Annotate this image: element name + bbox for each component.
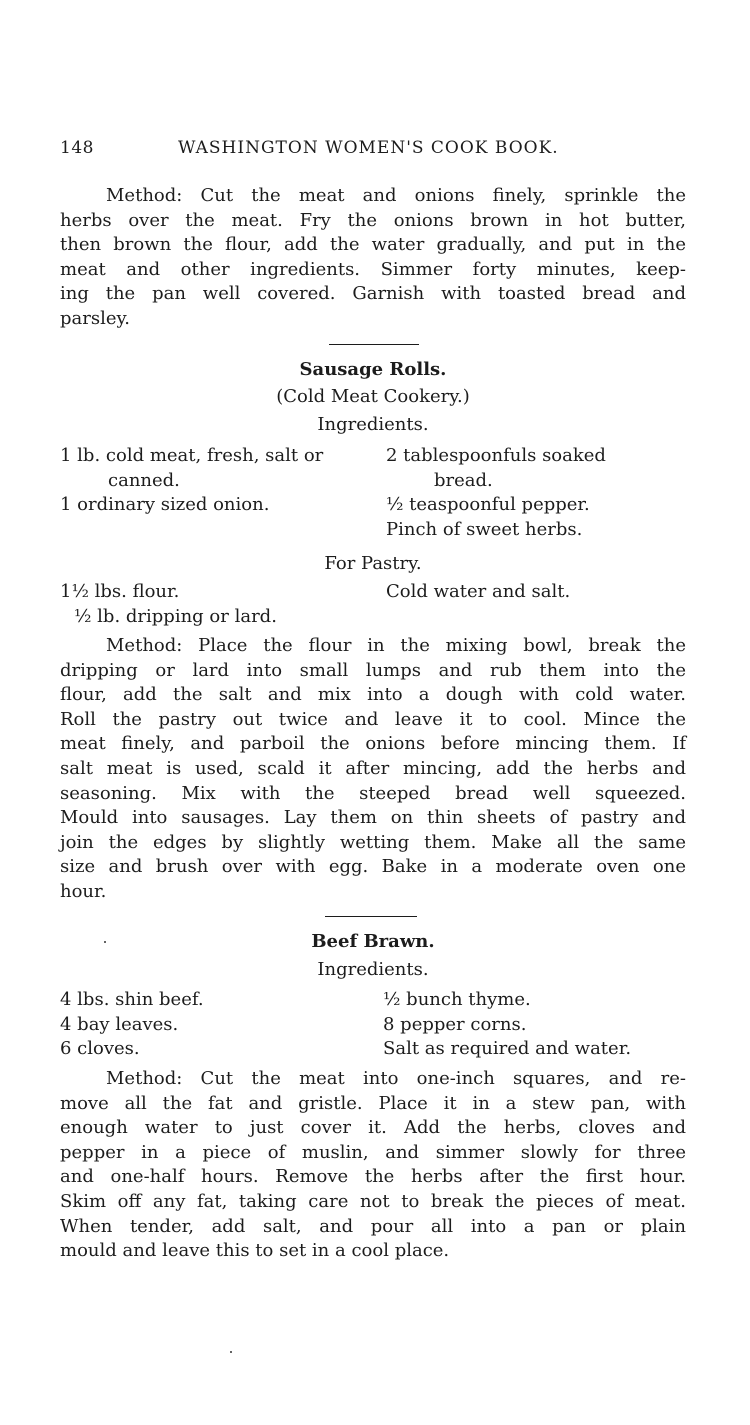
ingredients-left-column (60, 444, 323, 518)
text-line: Roll the pastry out twice and leave it to cool. Mince the (60, 708, 686, 730)
ingredient-item: ½ lb. dripping or lard. (74, 605, 277, 627)
text-line: salt meat is used, scald it after mincing, add the herbs and (60, 757, 686, 779)
ingredient-item: ½ teaspoonful pepper. (386, 494, 590, 516)
text-line: Skim off any fat, taking care not to break the pieces of meat. (60, 1190, 686, 1212)
pastry-left-column (60, 580, 277, 629)
beef-brawn-title: Beef Brawn. (311, 931, 435, 952)
text-line: enough water to just cover it. Add the herbs, cloves and (60, 1117, 686, 1139)
ingredient-item: Salt as required and water. (383, 1038, 632, 1060)
text-line: seasoning. Mix with the steeped bread well squeezed. (60, 782, 686, 804)
section-divider (329, 344, 419, 345)
text-line: Method: Place the flour in the mixing bowl, break the (106, 635, 686, 656)
text-line: hour. (60, 880, 107, 902)
sausage-rolls-title: Sausage Rolls. (299, 359, 447, 380)
text-line: When tender, add salt, and pour all into a pan or plain (60, 1215, 686, 1237)
page-header (60, 138, 690, 162)
text-line: join the edges by slightly wetting them. Make all the same (60, 831, 686, 853)
text-line: meat finely, and parboil the onions before mincing them. If (60, 733, 686, 755)
pastry-heading: For Pastry. (324, 553, 422, 574)
ingredients-heading: Ingredients. (317, 959, 429, 980)
text-line: Method: Cut the meat and onions finely, sprinkle the (106, 185, 686, 206)
ingredient-item: Cold water and salt. (386, 581, 571, 602)
pastry-right-column (386, 580, 570, 605)
text-line: and one-half hours. Remove the herbs after the first hour. (60, 1166, 686, 1188)
ingredients-left-column (60, 988, 204, 1062)
text-line: mould and leave this to set in a cool place. (60, 1240, 450, 1262)
beef-brawn-method (60, 1067, 686, 1264)
ingredient-item: 4 bay leaves. (60, 1013, 179, 1035)
section-divider (325, 916, 417, 917)
ingredients-right-column (383, 988, 631, 1062)
ingredient-item: 2 tablespoonfuls soaked (386, 445, 606, 466)
recipe-subtitle: (Cold Meat Cookery.) (276, 386, 470, 407)
recipe-title (60, 930, 686, 954)
ingredient-item: ½ bunch thyme. (383, 989, 531, 1010)
page-number: 148 (60, 138, 94, 158)
ingredient-item: 6 cloves. (60, 1038, 140, 1060)
text-line: meat and other ingredients. Simmer forty minutes, keep- (60, 258, 686, 280)
sausage-rolls-method (60, 634, 686, 905)
text-line: flour, add the salt and mix into a dough with cold water. (60, 684, 686, 706)
intro-method-paragraph (60, 184, 686, 332)
text-line: move all the fat and gristle. Place it in a stew pan, with (60, 1092, 686, 1114)
ingredients-right-column (386, 444, 606, 542)
ingredient-item: 1 ordinary sized onion. (60, 494, 270, 516)
print-speck (104, 941, 106, 943)
ingredients-heading: Ingredients. (317, 414, 429, 435)
text-line: Mould into sausages. Lay them on thin sheets of pastry and (60, 807, 686, 829)
text-line: parsley. (60, 307, 131, 329)
text-line: herbs over the meat. Fry the onions brown in hot butter, (60, 209, 686, 231)
text-line: pepper in a piece of muslin, and simmer slowly for three (60, 1141, 686, 1163)
ingredient-item: 1 lb. cold meat, fresh, salt or (60, 445, 324, 466)
text-line: Method: Cut the meat into one-inch squares, and re- (106, 1068, 686, 1089)
text-line: ing the pan well covered. Garnish with toasted bread and (60, 283, 686, 305)
ingredient-item: 8 pepper corns. (383, 1013, 527, 1035)
text-line: then brown the flour, add the water gradually, and put in the (60, 234, 686, 256)
text-line: dripping or lard into small lumps and rub them into the (60, 659, 686, 681)
recipe-title (60, 358, 686, 382)
text-line: size and brush over with egg. Bake in a moderate oven one (60, 856, 686, 878)
print-speck (230, 1351, 232, 1353)
running-title: WASHINGTON WOMEN'S COOK BOOK. (178, 138, 559, 158)
ingredient-item: 1½ lbs. flour. (60, 581, 180, 602)
ingredient-item: bread. (434, 469, 493, 491)
ingredient-item: canned. (108, 469, 180, 491)
ingredient-item: 4 lbs. shin beef. (60, 989, 204, 1010)
ingredient-item: Pinch of sweet herbs. (386, 518, 583, 540)
